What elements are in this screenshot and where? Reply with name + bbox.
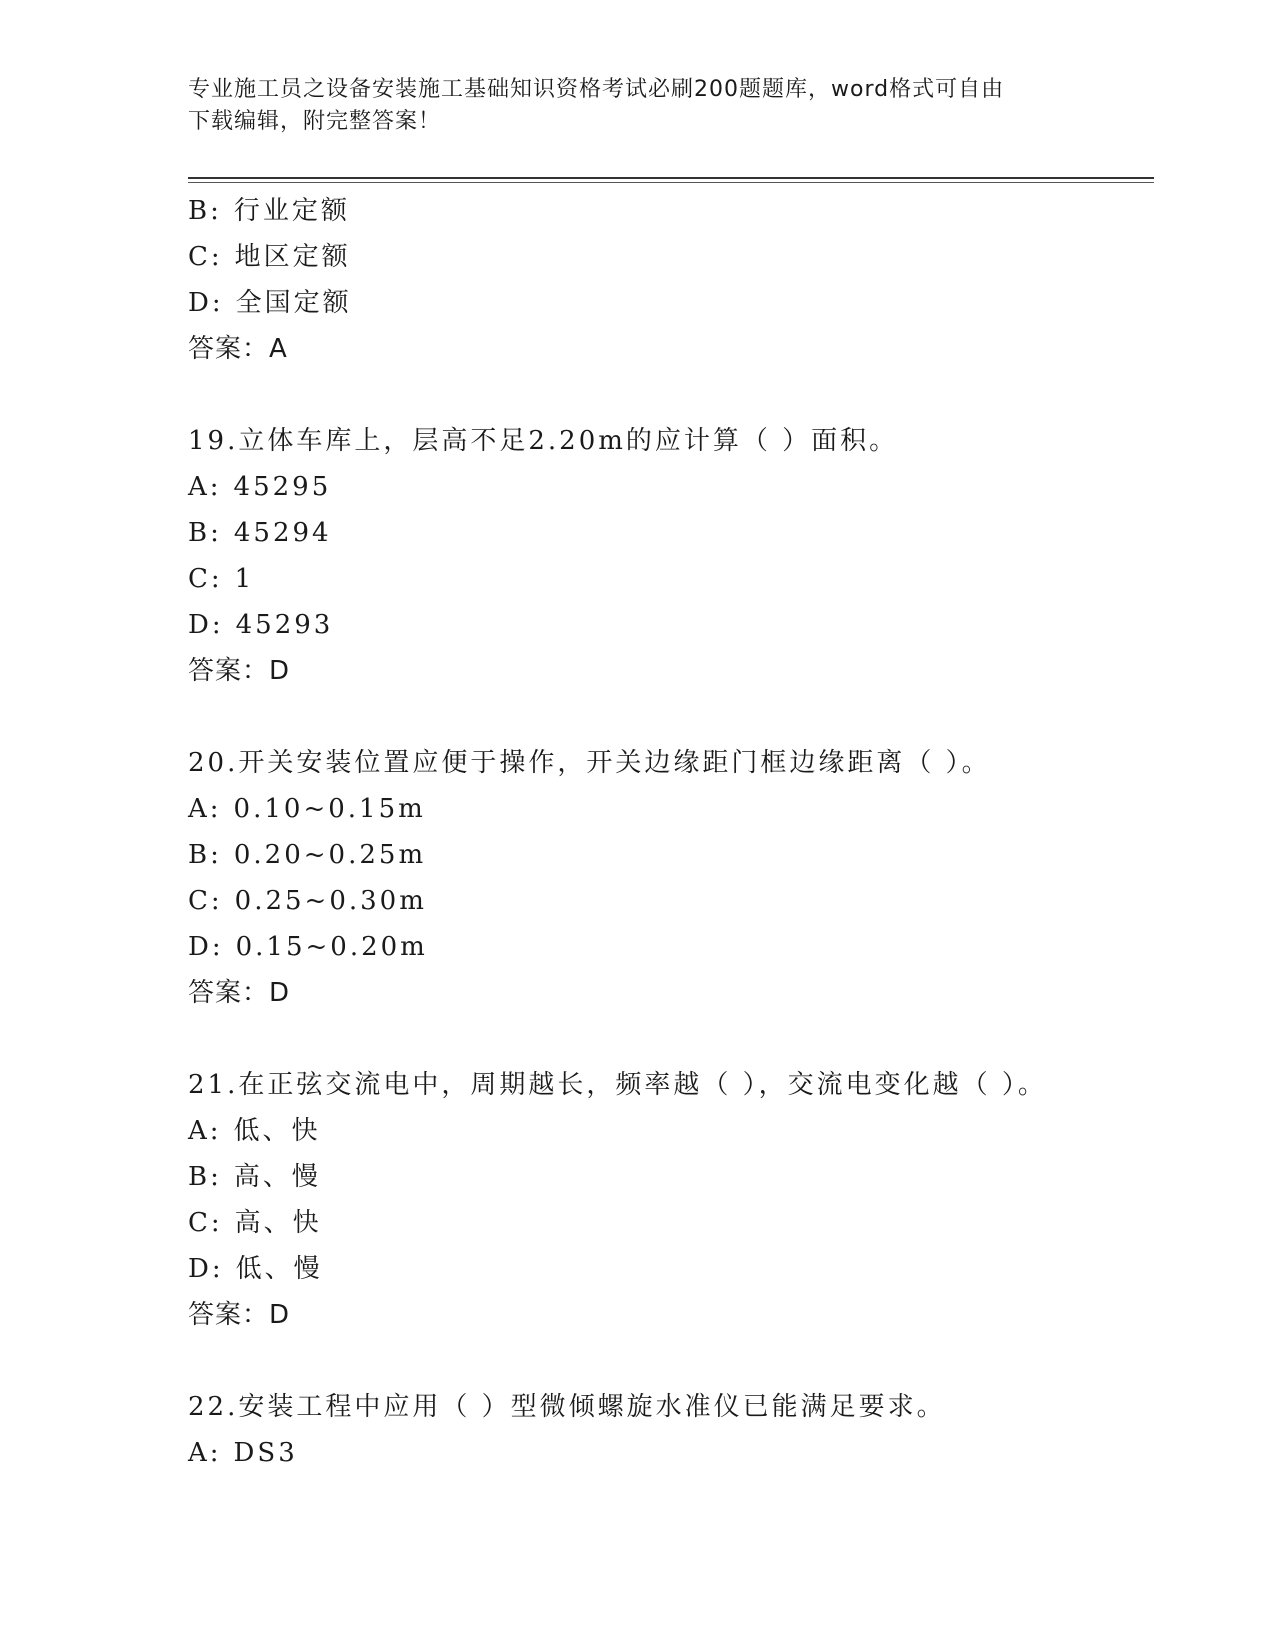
option-b: B: 行业定额 bbox=[188, 196, 350, 226]
option-text: 行业定额 bbox=[233, 196, 350, 226]
option-text: 0.20~0.25m bbox=[233, 840, 427, 870]
option-c: C: 0.25~0.30m bbox=[188, 886, 427, 916]
option-text: 低、慢 bbox=[235, 1254, 323, 1284]
option-text: 45293 bbox=[235, 610, 334, 640]
option-text: 1 bbox=[234, 564, 255, 594]
answer-line: 答案：D bbox=[188, 1300, 291, 1330]
option-text: 全国定额 bbox=[235, 288, 352, 318]
answer-line: 答案：D bbox=[188, 656, 291, 686]
question-22 bbox=[188, 1384, 1154, 1476]
option-text: 0.25~0.30m bbox=[234, 886, 427, 916]
option-c: C: 地区定额 bbox=[188, 242, 351, 272]
answer-line: 答案：A bbox=[188, 334, 288, 364]
option-a: A: 45295 bbox=[188, 472, 332, 502]
option-text: 地区定额 bbox=[234, 242, 351, 272]
option-c: C: 1 bbox=[188, 564, 255, 594]
option-text: 低、快 bbox=[233, 1116, 321, 1146]
option-c: C: 高、快 bbox=[188, 1208, 322, 1238]
option-d: D: 低、慢 bbox=[188, 1254, 323, 1284]
option-a: A: 低、快 bbox=[188, 1116, 321, 1146]
question-list bbox=[188, 188, 1154, 1476]
header-divider-thin bbox=[188, 182, 1154, 183]
question-text: 19.立体车库上，层高不足2.20m的应计算（ ）面积。 bbox=[188, 426, 899, 456]
header-line-2: 下载编辑，附完整答案！ bbox=[188, 109, 442, 134]
option-a: A: 0.10~0.15m bbox=[188, 794, 426, 824]
question-20 bbox=[188, 740, 1154, 1016]
option-text: DS3 bbox=[233, 1438, 298, 1468]
option-text: 45294 bbox=[233, 518, 332, 548]
question-text: 21.在正弦交流电中，周期越长，频率越（ ），交流电变化越（ ）。 bbox=[188, 1070, 1047, 1100]
answer-line: 答案：D bbox=[188, 978, 291, 1008]
question-text: 22.安装工程中应用（ ）型微倾螺旋水准仪已能满足要求。 bbox=[188, 1392, 946, 1422]
option-text: 0.15~0.20m bbox=[235, 932, 428, 962]
option-d: D: 全国定额 bbox=[188, 288, 352, 318]
question-19 bbox=[188, 418, 1154, 694]
header-divider-thick bbox=[188, 177, 1154, 179]
question-21 bbox=[188, 1062, 1154, 1338]
option-d: D: 45293 bbox=[188, 610, 334, 640]
option-text: 45295 bbox=[233, 472, 332, 502]
question-18-tail bbox=[188, 188, 1154, 372]
option-b: B: 0.20~0.25m bbox=[188, 840, 427, 870]
option-b: B: 高、慢 bbox=[188, 1162, 321, 1192]
option-a: A: DS3 bbox=[188, 1438, 298, 1468]
header-line-1: 专业施工员之设备安装施工基础知识资格考试必刷200题题库，word格式可自由 bbox=[188, 77, 1005, 102]
option-text: 高、快 bbox=[234, 1208, 322, 1238]
option-b: B: 45294 bbox=[188, 518, 332, 548]
question-text: 20.开关安装位置应便于操作，开关边缘距门框边缘距离（ ）。 bbox=[188, 748, 991, 778]
document-header bbox=[188, 74, 1068, 138]
option-d: D: 0.15~0.20m bbox=[188, 932, 428, 962]
option-text: 0.10~0.15m bbox=[233, 794, 426, 824]
option-text: 高、慢 bbox=[233, 1162, 321, 1192]
